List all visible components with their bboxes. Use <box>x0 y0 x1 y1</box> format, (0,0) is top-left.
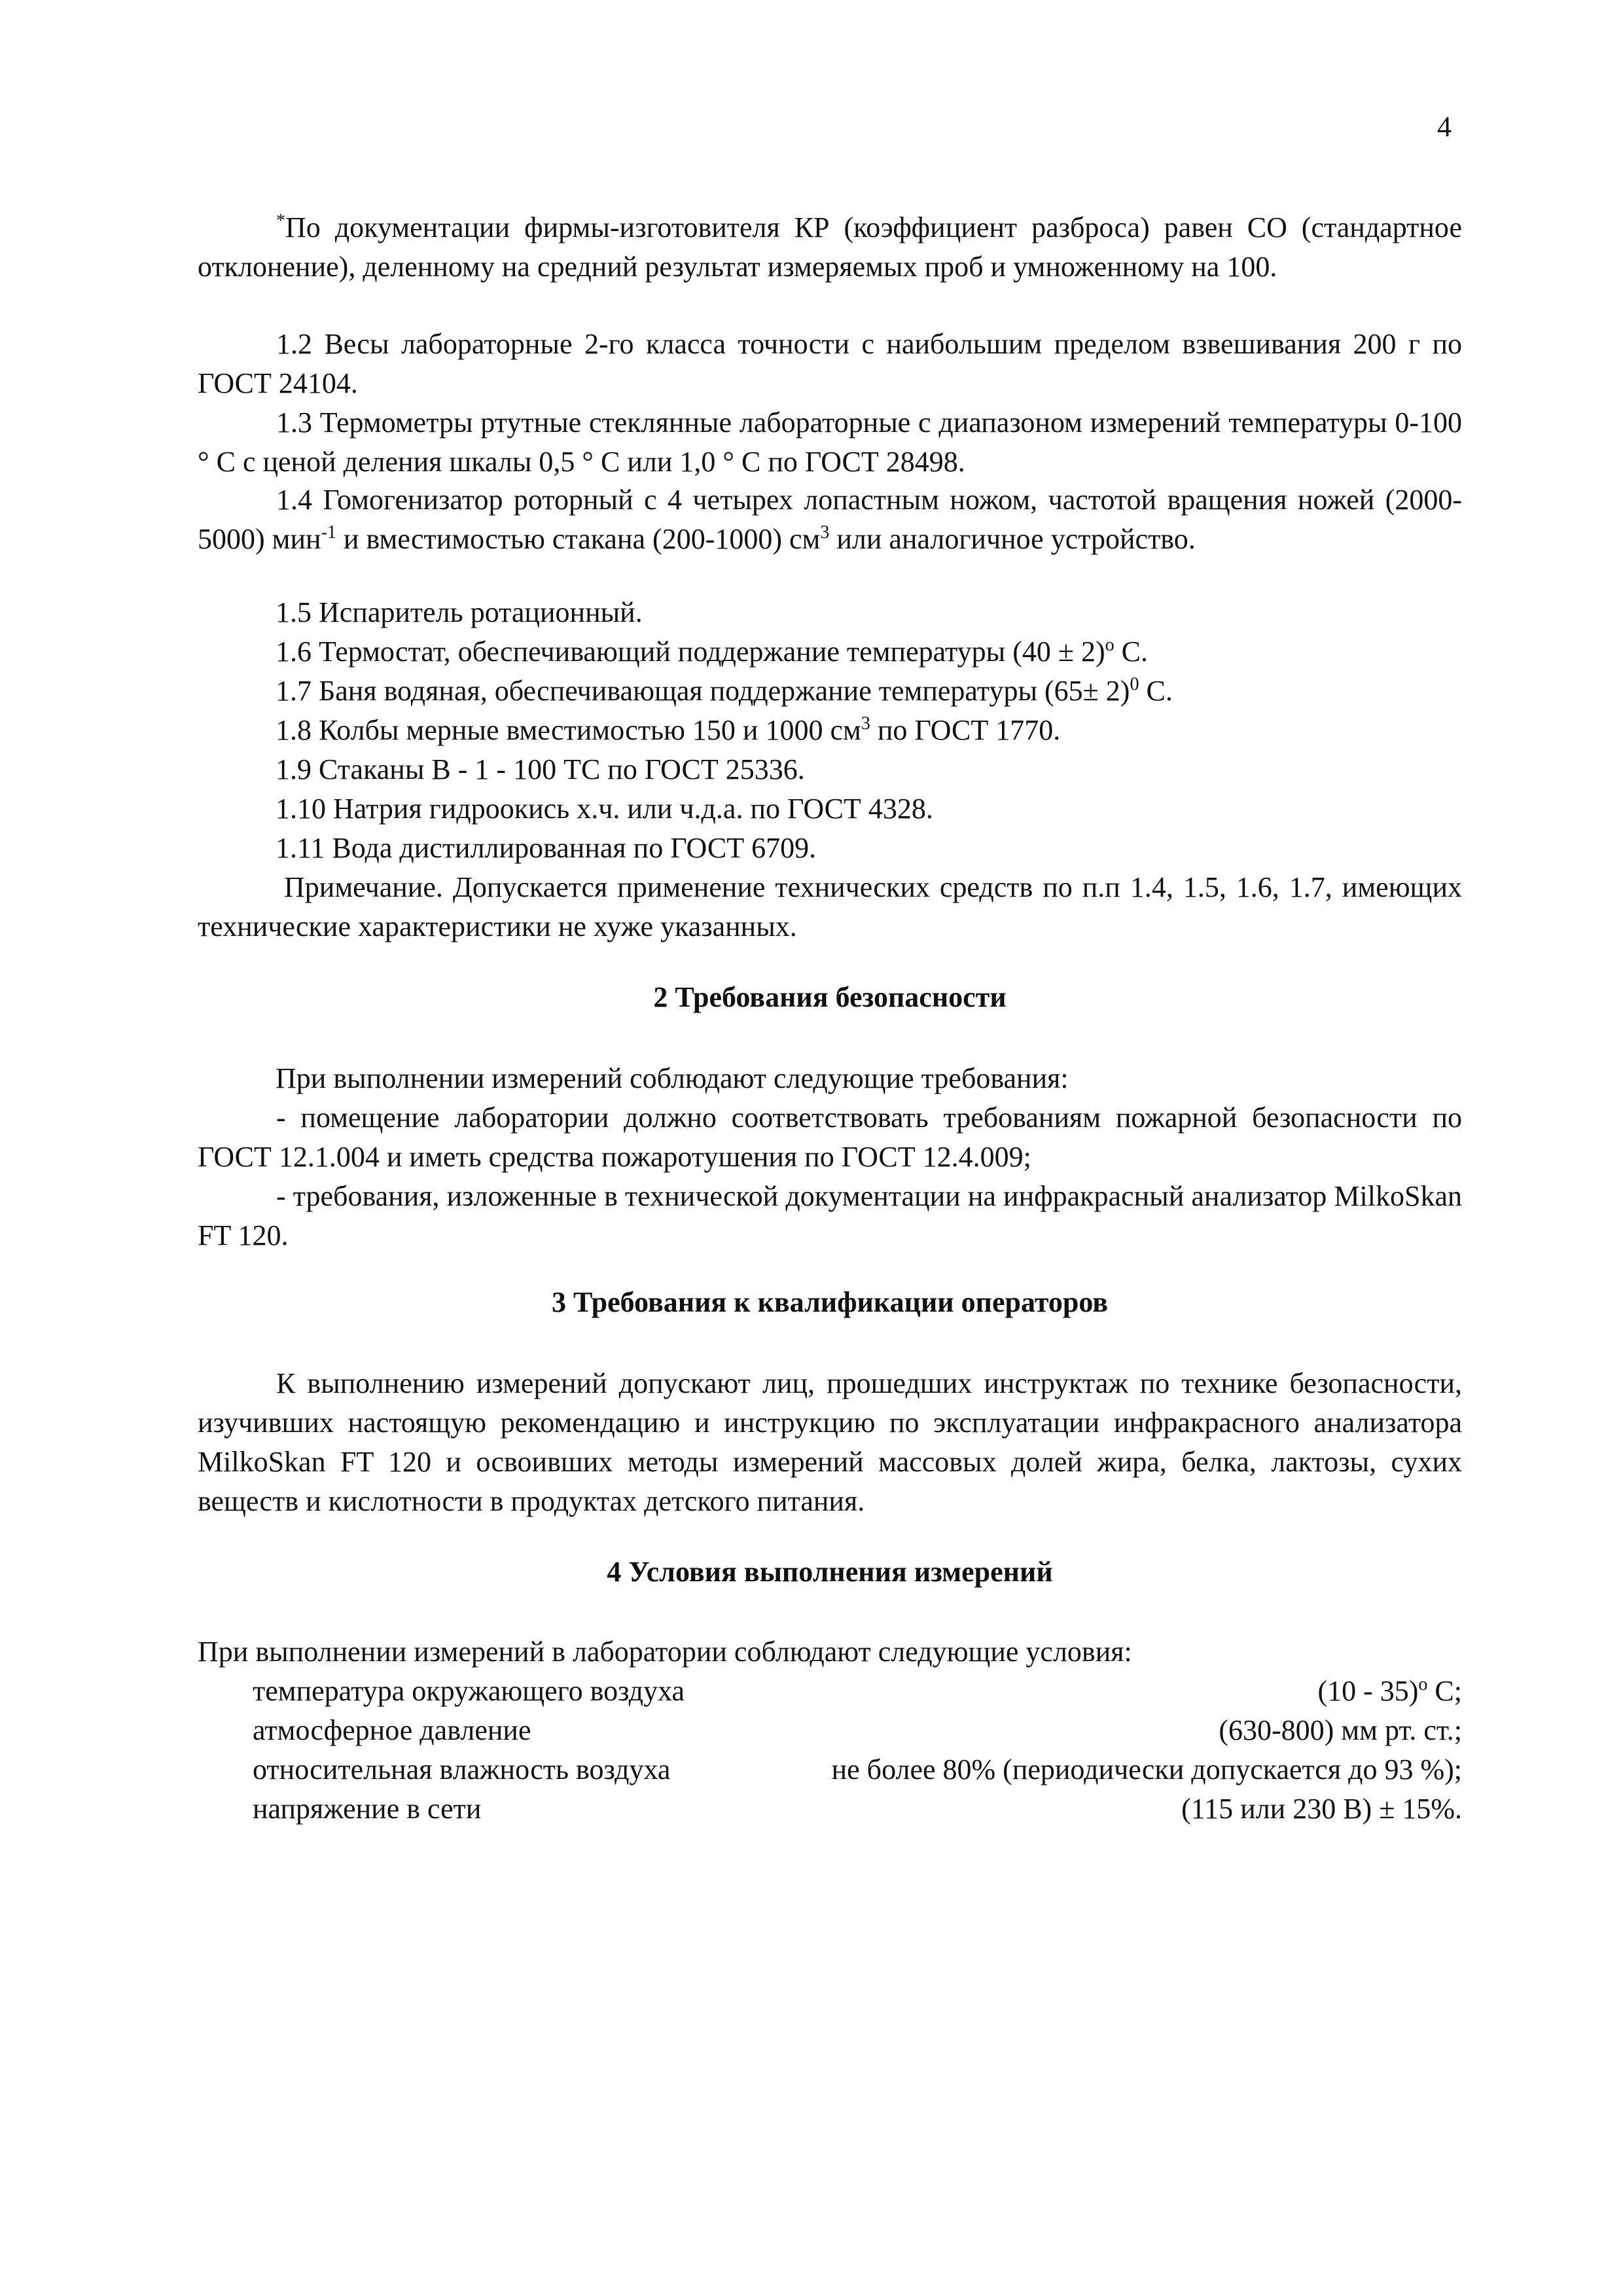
item-1-9: 1.9 Стаканы В - 1 - 100 ТС по ГОСТ 25336. <box>276 753 805 785</box>
section-4-title: 4 Условия выполнения измерений <box>607 1556 1053 1588</box>
footnote <box>198 208 1462 287</box>
section-3-title: 3 Требования к квалификации операторов <box>551 1286 1109 1318</box>
page-number: 4 <box>1437 111 1452 143</box>
item-1-7: 1.7 Баня водяная, обеспечивающая поддержание температуры $(65\pm 2)^0$ С. <box>276 674 1173 707</box>
condition-voltage: напряжение в сети (115 или 230 В) ± 15%. <box>253 1793 1462 1825</box>
section-2-req-2: - требования, изложенные в технической документации на инфракрасный анализатор MilkoSkan FT 120. <box>198 1180 1462 1251</box>
note: Примечание. Допускается применение технических средств по п.п 1.4, 1.5, 1.6, 1.7, имеющих технические характеристики не хуже указанных. <box>198 871 1462 942</box>
condition-pressure: атмосферное давление (630-800) мм рт. ст.; <box>253 1714 1462 1746</box>
item-1-10: 1.10 Натрия гидроокись х.ч. или ч.д.а. по ГОСТ 4328. <box>276 793 933 825</box>
item-1-8: 1.8 Колбы мерные вместимостью 150 и 1000 $см^3$ по ГОСТ 1770. <box>276 713 1061 746</box>
section-4-intro: При выполнении измерений в лаборатории соблюдают следующие условия: <box>198 1636 1132 1668</box>
footnote-mark: * <box>276 211 285 231</box>
section-2-title: 2 Требования безопасности <box>653 981 1007 1013</box>
item-1-6: 1.6 Термостат, обеспечивающий поддержание температуры $(40 \pm 2)^o$ С. <box>276 635 1149 668</box>
item-1-5: 1.5 Испаритель ротационный. <box>276 596 643 628</box>
section-2-req-1: - помещение лаборатории должно соответствовать требованиям пожарной безопасности по ГОСТ 12.1.004 и иметь средства пожаротушения по ГОСТ 12.4.009; <box>198 1102 1462 1173</box>
condition-temperature: температура окружающего воздуха (10 - 35)$^o$ С; <box>253 1674 1462 1707</box>
footnote-text: По документации фирмы-изготовителя КР (коэффициент разброса) равен СО (стандартное отклонение), деленному на средний результат измеряемых проб и умноженному на 100. <box>198 211 1462 283</box>
condition-humidity: относительная влажность воздуха не более 80% (периодически допускается до 93 %); <box>253 1753 1462 1785</box>
section-3-text: К выполнению измерений допускают лиц, прошедших инструктаж по технике безопасности, изучивших настоящую рекомендацию и инструкцию по эксплуатации инфракрасного анализатора MilkoSkan FT 120 и освоивших методы измерений массовых долей жира, белка, лактозы, сухих веществ и кислотности в продуктах детского питания. <box>198 1367 1462 1517</box>
section-2-intro: При выполнении измерений соблюдают следующие требования: <box>276 1062 1069 1094</box>
item-1-2: 1.2 Весы лабораторные 2-го класса точности с наибольшим пределом взвешивания 200 г по ГОСТ 24104. <box>198 328 1462 399</box>
item-1-4: 1.4 Гомогенизатор роторный с 4 четырех лопастным ножом, частотой вращения ножей (2000-5000) мин$^{-1}$ и вместимостью стакана (200-1000) $см^3$ или аналогичное устройство. <box>198 484 1462 555</box>
item-1-3: 1.3 Термометры ртутные стеклянные лабораторные с диапазоном измерений температуры 0-100 ° С с ценой деления шкалы 0,5 ° С или 1,0 ° С по ГОСТ 28498. <box>198 406 1462 478</box>
item-1-11: 1.11 Вода дистиллированная по ГОСТ 6709. <box>276 832 817 864</box>
